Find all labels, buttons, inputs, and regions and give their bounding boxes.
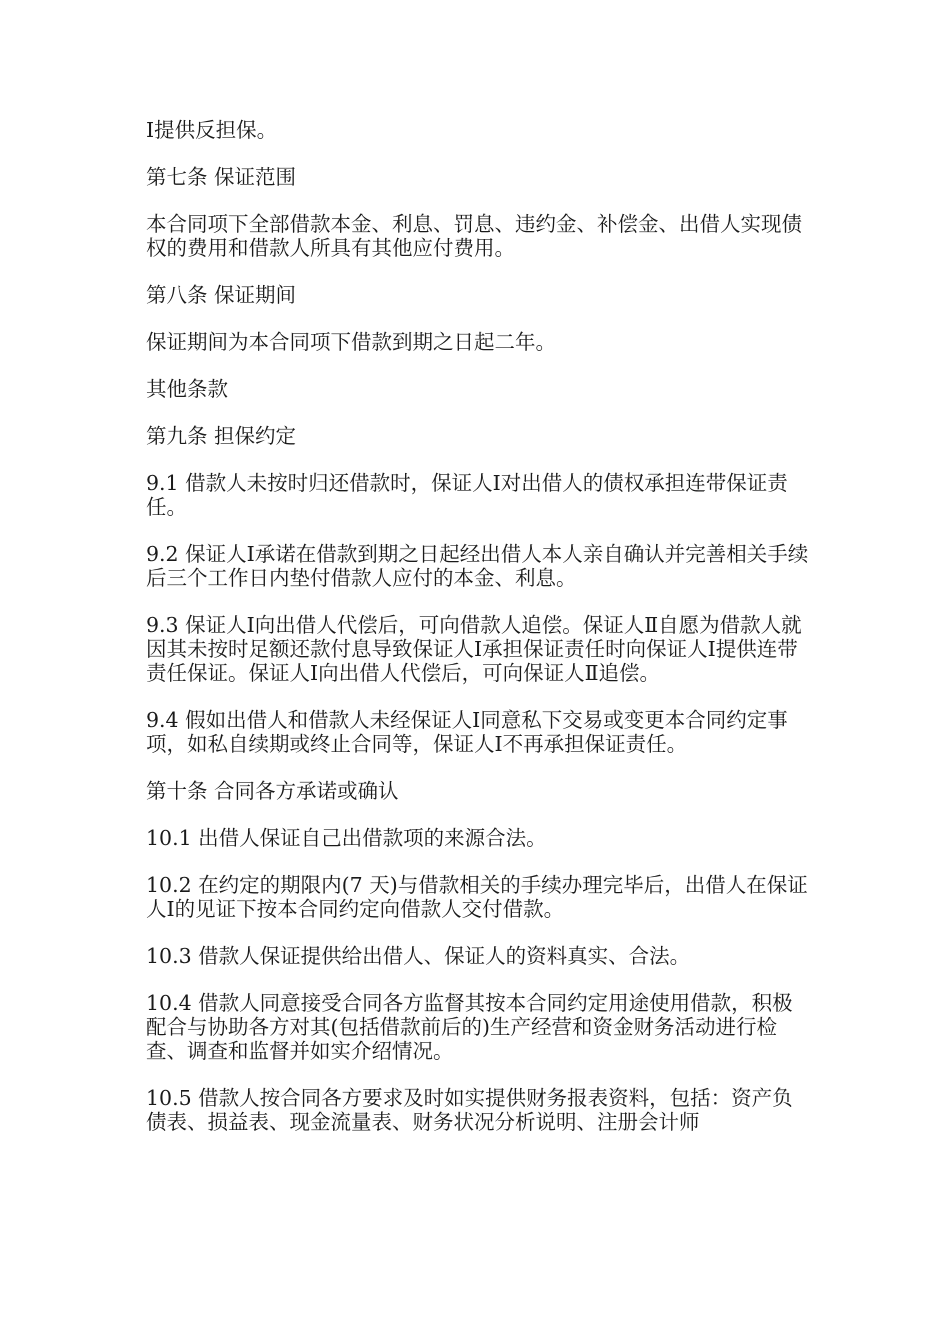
clause-9-1: 9.1 借款人未按时归还借款时，保证人Ⅰ对出借人的债权承担连带保证责任。 xyxy=(146,471,788,519)
clause-10-2: 10.2 在约定的期限内(7 天)与借款相关的手续办理完毕后，出借人在保证人Ⅰ的见证下按本合同约定向借款人交付借款。 xyxy=(146,873,808,921)
document-page xyxy=(146,118,810,1157)
article-8-body: 保证期间为本合同项下借款到期之日起二年。 xyxy=(146,330,556,354)
clause-10-4: 10.4 借款人同意接受合同各方监督其按本合同约定用途使用借款，积极配合与协助各方对其(包括借款前后的)生产经营和资金财务活动进行检查、调查和监督并如实介绍情况。 xyxy=(146,991,793,1063)
clause-10-1: 10.1 出借人保证自己出借款项的来源合法。 xyxy=(146,826,547,850)
clause-9-2: 9.2 保证人Ⅰ承诺在借款到期之日起经出借人本人亲自确认并完善相关手续后三个工作日内垫付借款人应付的本金、利息。 xyxy=(146,542,809,590)
section-other-terms: 其他条款 xyxy=(146,377,228,401)
paragraph-continuation: Ⅰ提供反担保。 xyxy=(146,118,278,142)
clause-9-3: 9.3 保证人Ⅰ向出借人代偿后，可向借款人追偿。保证人Ⅱ自愿为借款人就因其未按时足额还款付息导致保证人Ⅰ承担保证责任时向保证人Ⅰ提供连带责任保证。保证人Ⅰ向出借人代偿后，可向保证人Ⅱ追偿。 xyxy=(146,613,802,685)
article-10-heading: 第十条 合同各方承诺或确认 xyxy=(146,779,399,803)
article-8-heading: 第八条 保证期间 xyxy=(146,283,297,307)
article-7-body: 本合同项下全部借款本金、利息、罚息、违约金、补偿金、出借人实现债权的费用和借款人所具有其他应付费用。 xyxy=(146,212,802,260)
clause-10-3: 10.3 借款人保证提供给出借人、保证人的资料真实、合法。 xyxy=(146,944,691,968)
clause-10-5: 10.5 借款人按合同各方要求及时如实提供财务报表资料，包括：资产负债表、损益表、现金流量表、财务状况分析说明、注册会计师 xyxy=(146,1086,793,1134)
clause-9-4: 9.4 假如出借人和借款人未经保证人Ⅰ同意私下交易或变更本合同约定事项，如私自续期或终止合同等，保证人Ⅰ不再承担保证责任。 xyxy=(146,708,788,756)
article-7-heading: 第七条 保证范围 xyxy=(146,165,297,189)
article-9-heading: 第九条 担保约定 xyxy=(146,424,297,448)
